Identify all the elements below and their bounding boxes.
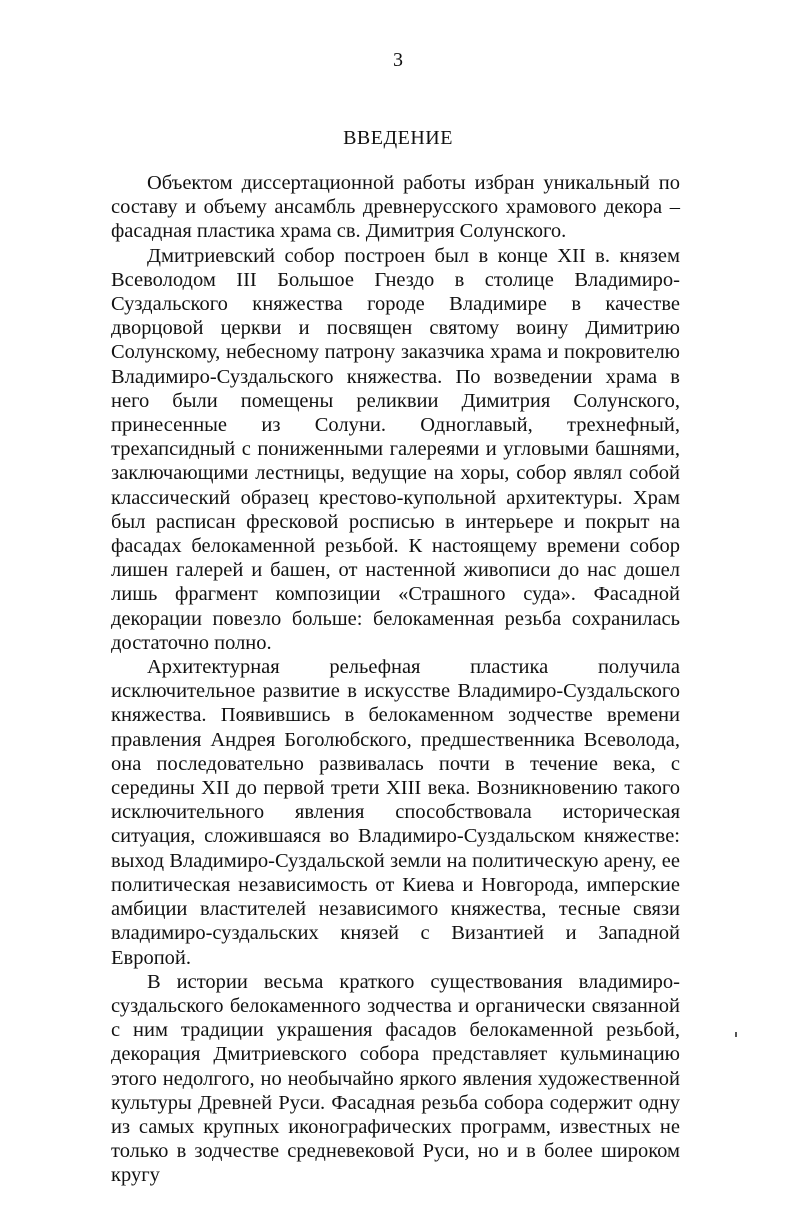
section-heading: ВВЕДЕНИЕ [343, 127, 453, 149]
paragraph-4: В истории весьма краткого существования владимиро-суздальского белокаменного зодчества и органически связанной с ним традиции украшения фасадов белокаменной резьбой, декорация Дмитриевского собора представляет кульминацию этого недолгого, но необычайно яркого явления художественной культуры Древней Руси. Фасадная резьба собора содержит одну из самых крупных иконографических программ, известных не только в зодчестве средневековой Руси, но и в более широком кругу [111, 970, 680, 1187]
paragraph-2: Дмитриевский собор построен был в конце XII в. князем Всеволодом III Большое Гнездо в столице Владимиро-Суздальского княжества городе Владимире в качестве дворцовой церкви и посвящен святому воину Димитрию Солунскому, небесному патрону заказчика храма и покровителю Владимиро-Суздальского княжества. По возведении храма в него были помещены реликвии Димитрия Солунского, принесенные из Солуни. Одноглавый, трехнефный, трехапсидный с пониженными галереями и угловыми башнями, заключающими лестницы, ведущие на хоры, собор являл собой классический образец крестово-купольной архитектуры. Храм был расписан фресковой росписью в интерьере и покрыт на фасадах белокаменной резьбой. К настоящему времени собор лишен галерей и башен, от настенной живописи до нас дошел лишь фрагмент композиции «Страшного суда». Фасадной декорации повезло больше: белокаменная резьба сохранилась достаточно полно. [111, 244, 680, 654]
body-text [111, 171, 680, 1188]
scan-speck [735, 1032, 737, 1037]
paragraph-3: Архитектурная рельефная пластика получила исключительное развитие в искусстве Владимиро-Суздальского княжества. Появившись в белокаменном зодчестве времени правления Андрея Боголюбского, предшественника Всеволода, она последовательно развивалась почти в течение века, с середины XII до первой трети XIII века. Возникновению такого исключительного явления способствовала историческая ситуация, сложившаяся во Владимиро-Суздальском княжестве: выход Владимиро-Суздальской земли на политическую арену, ее политическая независимость от Киева и Новгорода, имперские амбиции властителей независимого княжества, тесные связи владимиро-суздальских князей с Византией и Западной Европой. [111, 656, 680, 969]
paragraph-1: Объектом диссертационной работы избран уникальный по составу и объему ансамбль древнерусского храмового декора – фасадная пластика храма св. Димитрия Солунского. [111, 172, 680, 243]
page-number: 3 [393, 49, 403, 71]
